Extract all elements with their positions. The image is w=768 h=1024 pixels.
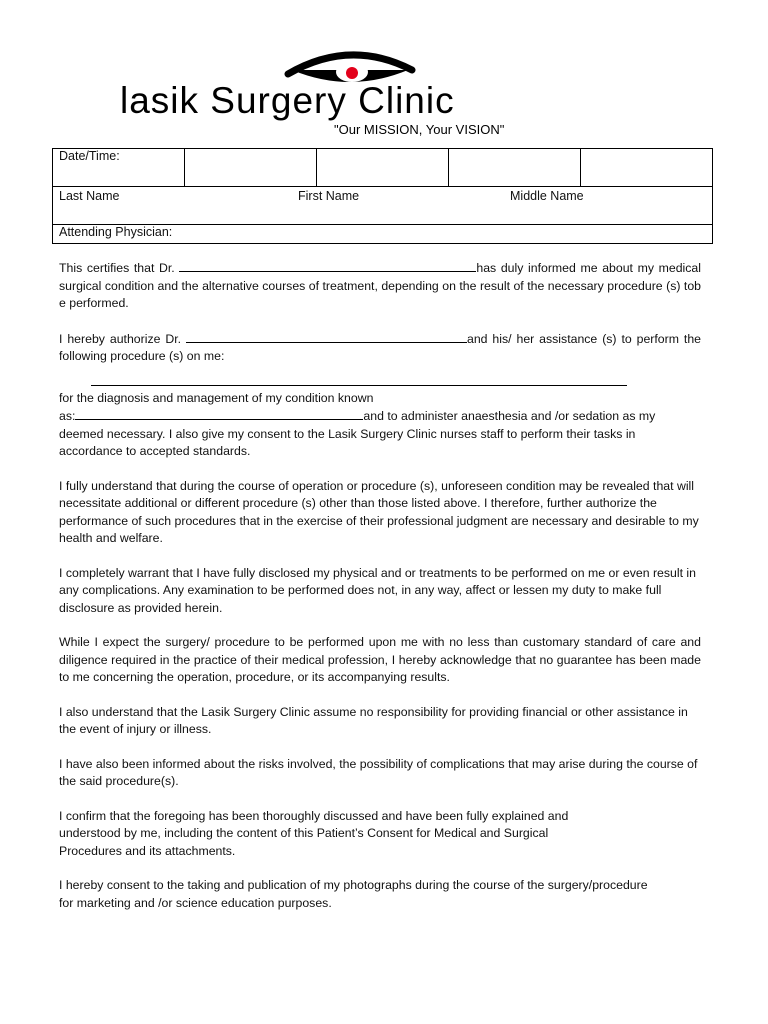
- clinic-logo: [118, 44, 588, 140]
- confirmation-line-3: Procedures and its attachments.: [59, 843, 236, 858]
- photographs-line-1: I hereby consent to the taking and publication of my photographs during the course of the surgery/procedure: [59, 878, 648, 892]
- attending-physician-row[interactable]: [53, 225, 713, 244]
- attending-physician-label: Attending Physician:: [59, 225, 173, 239]
- authorization-intro: I hereby authorize Dr.: [59, 331, 182, 346]
- name-row[interactable]: [53, 187, 713, 225]
- certification-intro: This certifies that Dr.: [59, 261, 175, 275]
- procedure-blank[interactable]: [91, 376, 627, 386]
- diagnosis-text: and to administer anaesthesia and /or sedation as my deemed necessary. I also give my consent to the Lasik Surgery Clinic nurses staff to perform their tasks in accordance to accepted standards.: [59, 409, 656, 458]
- paragraph-no-responsibility: I also understand that the Lasik Surgery Clinic assume no responsibility for providing financial or other assistance in the event of injury or illness.: [59, 704, 688, 736]
- doctor-name-blank-1[interactable]: [179, 259, 476, 272]
- paragraph-authorization: [59, 330, 701, 366]
- paragraph-diagnosis: [59, 390, 701, 461]
- photographs-line-2: for marketing and /or science education purposes.: [59, 895, 332, 910]
- last-name-label: Last Name: [59, 189, 120, 203]
- date-time-cell-1[interactable]: [185, 149, 317, 187]
- certification-text: has duly informed me about my medical surgical condition and the alternative courses of treatment, depending on the result of the necessary procedure (s) tob e performed.: [59, 261, 701, 310]
- consent-text: [59, 259, 701, 929]
- doctor-name-blank-2[interactable]: [186, 330, 467, 343]
- paragraph-certification: [59, 259, 701, 313]
- date-time-label: Date/Time:: [53, 149, 185, 187]
- condition-blank[interactable]: [75, 407, 363, 420]
- clinic-name: lasik Surgery Clinic: [120, 80, 455, 121]
- paragraph-photographs: [59, 877, 701, 912]
- first-name-label: First Name: [298, 189, 360, 203]
- paragraph-unforeseen: I fully understand that during the course of operation or procedure (s), unforeseen condition may be revealed that will necessitate additional or different procedure (s) other than those listed above. I therefore, further authorize the performance of such procedures that in the exercise of their professional judgment are necessary and desirable to my health and welfare.: [59, 478, 699, 545]
- middle-name-label: Middle Name: [510, 189, 584, 203]
- confirmation-line-2: understood by me, including the content of this Patient’s Consent for Medical and Surgical: [59, 826, 549, 840]
- diagnosis-intro: for the diagnosis and management of my condition known: [59, 390, 374, 405]
- condition-label: as:: [59, 409, 76, 423]
- date-time-cell-4[interactable]: [581, 149, 713, 187]
- patient-info-table: [52, 148, 713, 244]
- date-time-cell-2[interactable]: [317, 149, 449, 187]
- paragraph-risks: I have also been informed about the risks involved, the possibility of complications that may arise during the course of the said procedure(s).: [59, 756, 698, 788]
- paragraph-disclosure: I completely warrant that I have fully disclosed my physical and or treatments to be performed on me or even result in any complications. Any examination to be performed does not, in any way, affect or lessen my duty to make full disclosure as provided herein.: [59, 565, 697, 615]
- date-time-cell-3[interactable]: [449, 149, 581, 187]
- paragraph-confirmation: [59, 808, 701, 861]
- clinic-tagline: "Our MISSION, Your VISION": [334, 122, 505, 137]
- authorization-text: and his/ her assistance (s) to perform the following procedure (s) on me:: [59, 331, 701, 363]
- confirmation-line-1: I confirm that the foregoing has been thoroughly discussed and have been fully explained and: [59, 808, 569, 823]
- paragraph-no-guarantee: While I expect the surgery/ procedure to be performed upon me with no less than customary standard of care and diligence required in the practice of their medical profession, I hereby acknowledge that no guarantee has been made to me concerning the operation, procedure, or its accompanying results.: [59, 635, 701, 684]
